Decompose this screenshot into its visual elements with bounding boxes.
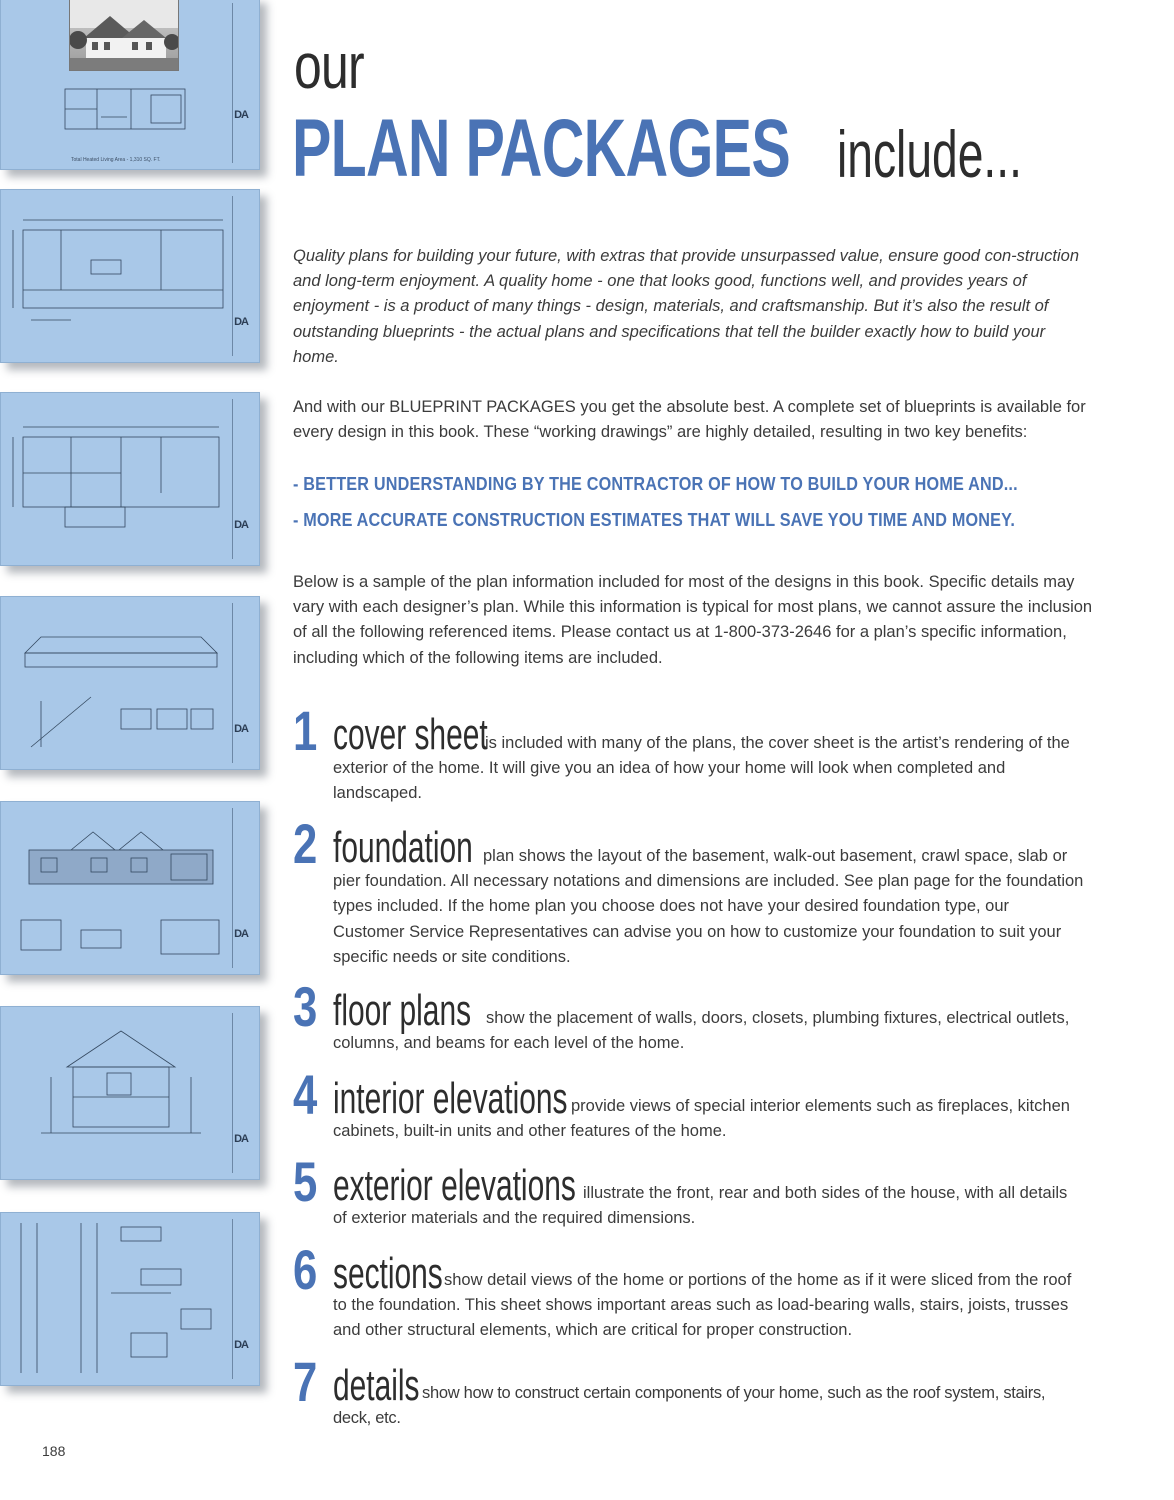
blueprint-sheet-column	[0, 0, 272, 1500]
item-number: 5	[293, 1150, 318, 1213]
title-block	[232, 603, 251, 763]
item-number: 6	[293, 1238, 318, 1301]
page-number: 188	[42, 1443, 66, 1459]
item-description: show detail views of the home or portions of the home as if it were sliced from the roof to the foundation. This sheet shows important areas such as load-bearing walls, stairs, joists, trusses and other structural elements, which are critical for proper construction.	[333, 1271, 1072, 1340]
title-block	[232, 196, 251, 356]
heading-emphasis: PLAN PACKAGES	[292, 103, 790, 194]
title-block	[232, 3, 251, 163]
heading-line-1: our	[294, 30, 364, 102]
floor-plan-sheet-thumbnail	[0, 392, 260, 566]
front-elevation-sheet-thumbnail	[0, 801, 260, 975]
designer-logo: DA	[234, 723, 248, 735]
designer-logo: DA	[234, 928, 248, 940]
item-description: provide views of special interior elements such as fireplaces, kitchen cabinets, built-in units and other features of the home.	[333, 1097, 1070, 1141]
item-number: 4	[293, 1063, 318, 1126]
item-title: foundation	[333, 823, 473, 872]
item-description: plan shows the layout of the basement, walk-out basement, crawl space, slab or pier foundation. All necessary notations and dimensions are included. See plan page for the foundation types included. If the home plan you choose does not have your desired foundation type, our Customer Service Representatives can advise you on how to customize your foundation to suit your specific needs or site conditions.	[333, 847, 1084, 966]
item-description: show the placement of walls, doors, closets, plumbing fixtures, electrical outlets, columns, and beams for each level of the home.	[333, 1009, 1070, 1053]
cover-sheet-caption: Total Heated Living Area - 1,310 SQ. FT.	[71, 157, 161, 163]
item-number: 2	[293, 812, 318, 875]
intro-paragraph: Quality plans for building your future, with extras that provide unsurpassed value, ensure good con-struction and long-term enjoyment. A quality home - one that looks good, functions well, and provides years of enjoyment - is a product of many things - design, materials, and craftsmanship. But it’s also the result of outstanding blueprints - the actual plans and specifications that tell the builder exactly how to build your home.	[293, 247, 1080, 366]
benefit-1: - BETTER UNDERSTANDING BY THE CONTRACTOR OF HOW TO BUILD YOUR HOME AND...	[293, 474, 1018, 494]
heading-tail: include...	[837, 117, 1022, 191]
item-description: show how to construct certain components of your home, such as the roof system, stairs, deck, etc.	[333, 1384, 1046, 1428]
title-block	[232, 1219, 251, 1379]
item-title: details	[333, 1361, 420, 1410]
designer-logo: DA	[234, 316, 248, 328]
item-title: exterior elevations	[333, 1161, 576, 1210]
item-title: floor plans	[333, 986, 472, 1035]
title-block	[232, 399, 251, 559]
title-block	[232, 808, 251, 968]
item-title: interior elevations	[333, 1074, 568, 1123]
item-description: illustrate the front, rear and both sides of the house, with all details of exterior materials and the required dimensions.	[333, 1184, 1068, 1228]
designer-logo: DA	[234, 1133, 248, 1145]
heading-line-2	[292, 103, 1022, 194]
title-block	[232, 1013, 251, 1173]
item-title: sections	[333, 1249, 443, 1298]
designer-logo: DA	[234, 1339, 248, 1351]
benefit-2: - MORE ACCURATE CONSTRUCTION ESTIMATES THAT WILL SAVE YOU TIME AND MONEY.	[293, 510, 1016, 530]
designer-logo: DA	[234, 519, 248, 531]
foundation-sheet-thumbnail	[0, 189, 260, 363]
item-description: is included with many of the plans, the cover sheet is the artist’s rendering of the exterior of the home. It will give you an idea of how your home will look when completed and landscaped.	[333, 734, 1070, 803]
item-number: 3	[293, 975, 318, 1038]
rear-elevation-sheet-thumbnail	[0, 596, 260, 770]
item-title: cover sheet	[333, 710, 488, 759]
details-sheet-thumbnail	[0, 1212, 260, 1386]
section-sheet-thumbnail	[0, 1006, 260, 1180]
item-number: 7	[293, 1350, 318, 1413]
cover-sheet-thumbnail	[0, 0, 260, 170]
item-number: 1	[293, 699, 318, 762]
sample-paragraph: Below is a sample of the plan information included for most of the designs in this book. Specific details may vary with each designer’s plan. While this information is typical for most plans, we cannot assure the inclusion of all the following referenced items. Please contact us at 1-800-373-2646 for a plan’s specific information, including which of the following items are included.	[293, 573, 1093, 667]
blueprint-paragraph: And with our BLUEPRINT PACKAGES you get the absolute best. A complete set of blueprints is available for every design in this book. These “working drawings” are highly detailed, resulting in two key benefits:	[293, 398, 1086, 442]
designer-logo: DA	[234, 109, 248, 121]
